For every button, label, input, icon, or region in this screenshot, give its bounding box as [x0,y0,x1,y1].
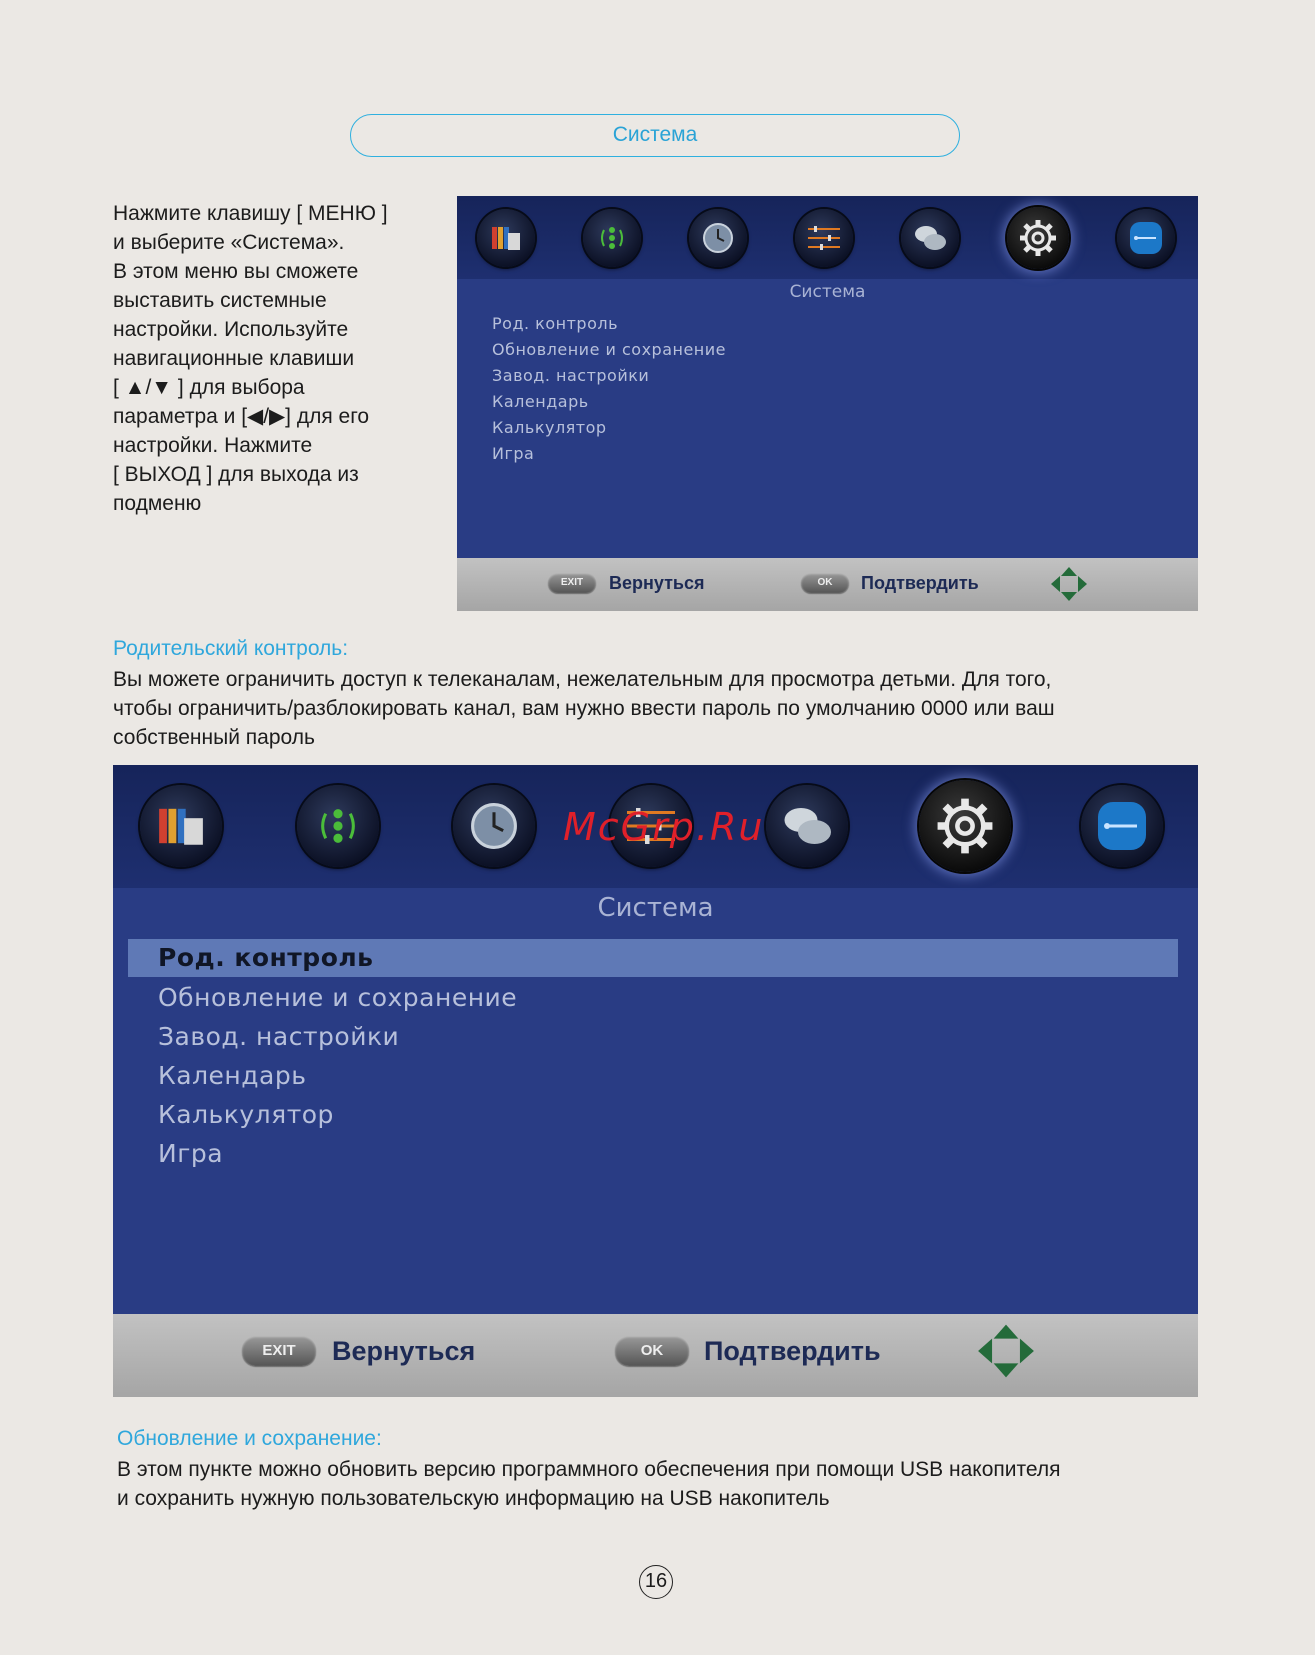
intro-line: подменю [113,492,202,515]
update-save-heading: Обновление и сохранение: [117,1427,382,1450]
confirm-label: Подтвердить [861,573,979,593]
text-line: чтобы ограничить/разблокировать канал, вам нужно ввести пароль по умолчанию 0000 или ваш [113,697,1055,720]
intro-line: навигационные клавиши [113,347,355,370]
menu-item-calendar[interactable]: Календарь [158,1061,307,1090]
intro-line: [ ▲/▼ ] для выбора [113,376,305,399]
chat-bubbles-icon[interactable] [901,209,959,267]
usb-icon[interactable] [1117,209,1175,267]
menu-item-calculator[interactable]: Калькулятор [158,1100,334,1129]
exit-key-badge[interactable]: EXIT [548,573,596,593]
intro-line: [ ВЫХОД ] для выхода из [113,463,359,486]
text-line: В этом пункте можно обновить версию программного обеспечения при помощи USB накопителя [117,1458,1061,1481]
text-line: собственный пароль [113,726,315,749]
clock-icon[interactable] [689,209,747,267]
navigation-arrows-icon [975,1320,1037,1382]
gear-icon[interactable] [919,780,1011,872]
menu-title: Система [789,282,866,302]
menu-item-calculator[interactable]: Калькулятор [492,418,607,437]
clock-icon[interactable] [453,785,535,867]
usb-icon[interactable] [1081,785,1163,867]
tv-menu-screenshot-small [457,196,1198,611]
menu-item-update-save[interactable]: Обновление и сохранение [492,340,727,359]
intro-line: Нажмите клавишу [ МЕНЮ ] [113,202,388,225]
tv-menu-screenshot-large [113,765,1198,1397]
watermark: McGrp.Ru [563,805,765,849]
text-line: и сохранить нужную пользовательскую информацию на USB накопитель [117,1487,830,1510]
page-number: 16 [639,1565,673,1599]
back-label: Вернуться [609,573,705,593]
chat-bubbles-icon[interactable] [766,785,848,867]
intro-line: параметра и [◀/▶] для его [113,405,370,428]
exit-key-badge[interactable]: EXIT [242,1336,316,1366]
menu-item-parental-control[interactable]: Род. контроль [128,939,1178,977]
menu-icon-bar [457,196,1198,279]
ok-key-badge[interactable]: OK [801,573,849,593]
parental-control-heading: Родительский контроль: [113,637,349,660]
back-label: Вернуться [332,1336,476,1366]
intro-line: и выберите «Система». [113,231,345,254]
navigation-arrows-icon [1049,565,1089,603]
update-save-text [117,1455,1217,1513]
menu-item-game[interactable]: Игра [158,1139,224,1168]
tv-channel-icon[interactable] [140,785,222,867]
tv-channel-icon[interactable] [477,209,535,267]
signal-icon[interactable] [583,209,641,267]
intro-text [113,199,433,518]
intro-line: настройки. Нажмите [113,434,313,457]
confirm-label: Подтвердить [704,1336,881,1366]
signal-icon[interactable] [297,785,379,867]
intro-line: выставить системные [113,289,327,312]
equalizer-icon[interactable] [795,209,853,267]
menu-item-parental-control[interactable]: Род. контроль [492,314,619,333]
intro-line: настройки. Используйте [113,318,349,341]
menu-footer [457,558,1198,611]
parental-control-text [113,665,1213,752]
menu-item-factory-reset[interactable]: Завод. настройки [158,1022,400,1051]
menu-footer [113,1314,1198,1397]
gear-icon[interactable] [1007,207,1069,269]
menu-item-update-save[interactable]: Обновление и сохранение [158,983,518,1012]
menu-item-game[interactable]: Игра [492,444,535,463]
text-line: Вы можете ограничить доступ к телеканалам, нежелательным для просмотра детьми. Для того, [113,668,1052,691]
page-section-title: Система [350,114,960,157]
menu-item-calendar[interactable]: Календарь [492,392,589,411]
ok-key-badge[interactable]: OK [615,1336,689,1366]
menu-item-factory-reset[interactable]: Завод. настройки [492,366,650,385]
intro-line: В этом меню вы сможете [113,260,359,283]
menu-title: Система [597,893,714,923]
